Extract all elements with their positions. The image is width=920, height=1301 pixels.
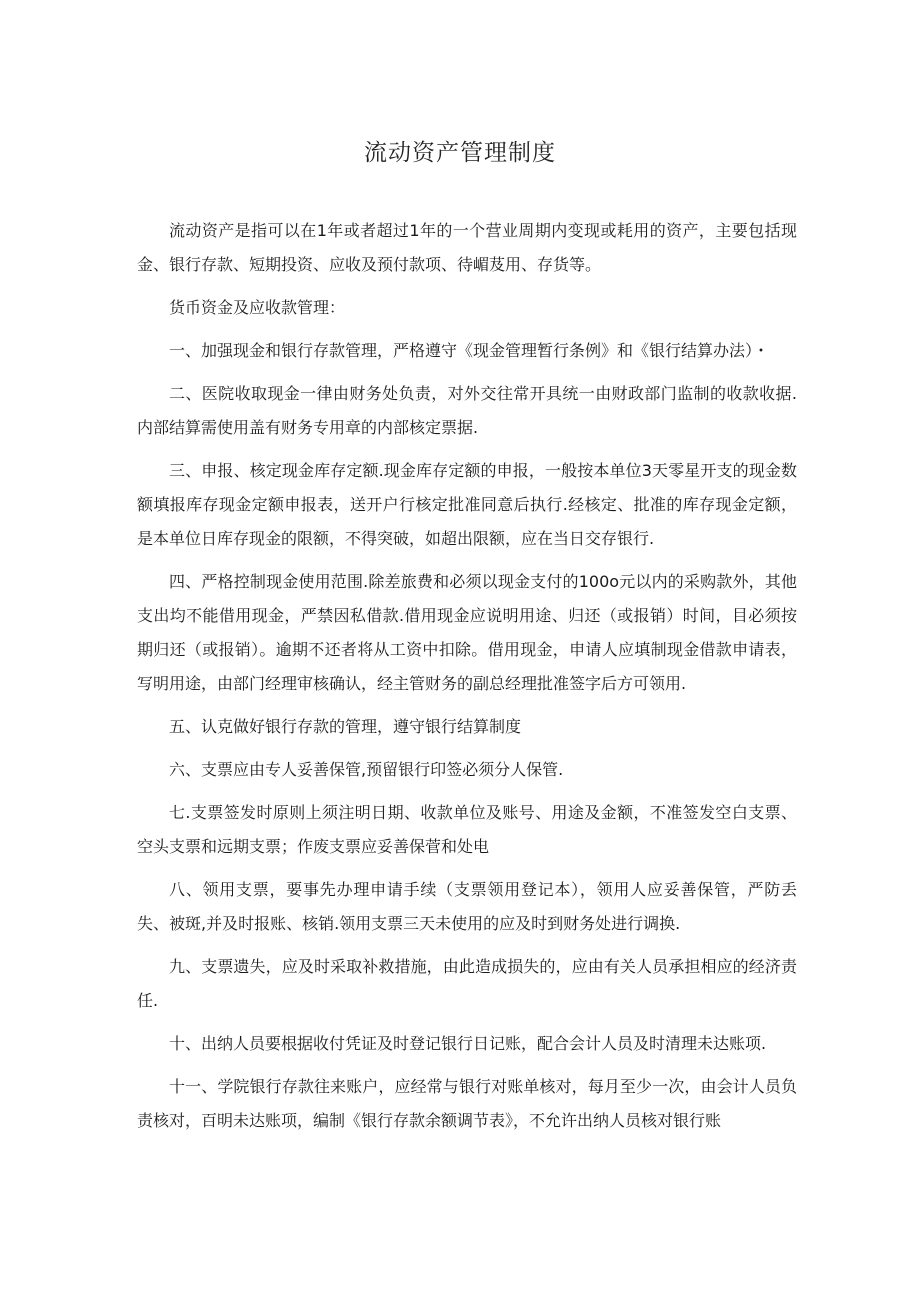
document-body (137, 214, 797, 1138)
paragraph-item-8: 八、领用支票，要事先办理申请手续（支票领用登记本），领用人应妥善保管，严防丢失、被斑,并及时报账、核销.领用支票三天未使用的应及时到财务处进行调换. (137, 880, 797, 933)
document-title: 流动资产管理制度 (364, 140, 556, 166)
paragraph-item-9: 九、支票遗失，应及时采取补救措施，由此造成损失的，应由有关人员承担相应的经济责任. (137, 957, 797, 1010)
paragraph-item-4: 四、严格控制现金使用范围.除差旅费和必须以现金支付的100o元以内的采购款外，其他支出均不能借用现金，严禁因私借款.借用现金应说明用途、归还（或报销）时间，目必须按期归还（或报销）。逾期不还者将从工资中扣除。借用现金，申请人应填制现金借款申请表，写明用途，由部门经理审核确认，经主管财务的副总经理批准签字后方可领用. (137, 572, 797, 693)
paragraph-item-10: 十、出纳人员要根据收付凭证及时登记银行日记账，配合会计人员及时清理未达账项. (169, 1034, 767, 1053)
paragraph-item-3: 三、申报、核定现金库存定额.现金库存定额的申报，一般按本单位3天零星开支的现金数额填报库存现金定额申报表，送开户行核定批准同意后执行.经核定、批准的库存现金定额，是本单位日库存现金的限额，不得突破，如超出限额，应在当日交存银行. (137, 461, 797, 548)
paragraph-intro: 流动资产是指可以在1年或者超过1年的一个营业周期内变现或耗用的资产，主要包括现金、银行存款、短期投资、应收及预付款项、待嵋芨用、存货等。 (137, 221, 797, 274)
paragraph-item-11: 十一、学院银行存款往来账户，应经常与银行对账单核对，每月至少一次，由会计人员负责核对，百明未达账项，编制《银行存款余额调节表》，不允许出纳人员核对银行账 (137, 1077, 797, 1130)
paragraph-item-2: 二、医院收取现金一律由财务处负责，对外交往常开具统一由财政部门监制的收款收据.内部结算需使用盖有财务专用章的内部核定票据. (137, 384, 797, 437)
paragraph-section-heading: 货币资金及应收款管理： (169, 298, 346, 317)
paragraph-item-1: 一、加强现金和银行存款管理，严格遵守《现金管理暂行条例》和《银行结算办法）・ (169, 341, 770, 360)
paragraph-item-7: 七.支票签发时原则上须注明日期、收款单位及账号、用途及金额，不准签发空白支票、空头支票和远期支票；作废支票应妥善保菅和处电 (137, 803, 797, 856)
paragraph-item-5: 五、认克做好银行存款的管理，遵守银行结算制度 (169, 717, 522, 736)
paragraph-item-6: 六、支票应由专人妥善保管,预留银行印签必须分人保管. (169, 760, 564, 779)
